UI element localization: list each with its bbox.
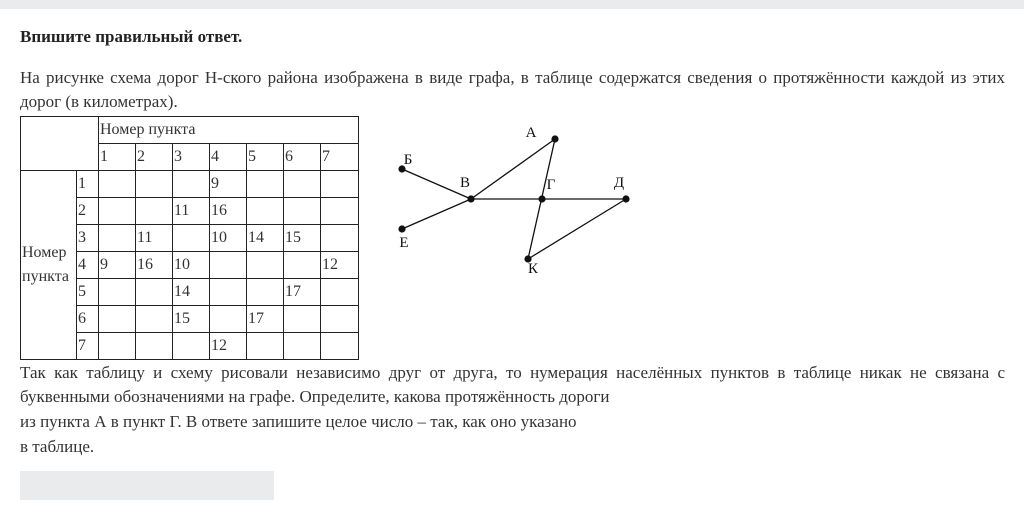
distance-cell: 9 [210, 171, 247, 198]
graph-vertex [622, 195, 629, 202]
graph-edge-e-v [402, 199, 471, 229]
distance-cell [284, 171, 321, 198]
distance-cell [99, 225, 136, 252]
distance-cell: 16 [210, 198, 247, 225]
graph-vertex-label: В [459, 175, 471, 191]
distance-cell [284, 198, 321, 225]
row-number-cell: 2 [77, 198, 99, 225]
distance-cell: 15 [173, 306, 210, 333]
row-header-line1: Номер [22, 244, 67, 261]
distance-cell [321, 225, 359, 252]
column-number-cell: 1 [99, 144, 136, 171]
distance-cell: 9 [99, 252, 136, 279]
distance-cell: 11 [173, 198, 210, 225]
graph-edge-v-a [471, 139, 555, 199]
distance-cell: 17 [247, 306, 284, 333]
graph-vertex-label: Е [399, 235, 409, 251]
distance-cell: 15 [284, 225, 321, 252]
column-number-cell: 6 [284, 144, 321, 171]
distance-cell: 10 [173, 252, 210, 279]
answer-input[interactable] [20, 471, 274, 500]
row-number-cell: 3 [77, 225, 99, 252]
distance-cell [284, 252, 321, 279]
instruction-heading: Впишите правильный ответ. [20, 27, 243, 46]
row-number-cell: 1 [77, 171, 99, 198]
graph-vertex-label: Д [613, 175, 625, 191]
row-number-cell: 7 [77, 333, 99, 360]
graph-vertex [398, 225, 405, 232]
distance-cell [136, 198, 173, 225]
row-number-cell: 5 [77, 279, 99, 306]
distance-cell: 16 [136, 252, 173, 279]
distance-cell [210, 306, 247, 333]
column-number-cell: 5 [247, 144, 284, 171]
problem-question-text: из пункта А в пункт Г. В ответе запишите целое число – так, как оно указано [20, 412, 577, 431]
distance-cell [99, 333, 136, 360]
distance-cell [99, 171, 136, 198]
table-row [21, 171, 359, 198]
table-corner-cell [21, 117, 99, 171]
distance-cell [173, 171, 210, 198]
distance-cell [173, 225, 210, 252]
distance-cell [247, 198, 284, 225]
column-number-cell: 2 [136, 144, 173, 171]
distance-cell [173, 333, 210, 360]
distance-cell [321, 306, 359, 333]
distance-cell [247, 171, 284, 198]
distance-cell [247, 279, 284, 306]
graph-vertex [538, 195, 545, 202]
graph-vertex-label: А [525, 125, 537, 141]
distance-cell [136, 306, 173, 333]
column-number-cell: 7 [321, 144, 359, 171]
distance-cell [284, 306, 321, 333]
distance-cell [321, 198, 359, 225]
column-header: Номер пункта [99, 117, 359, 144]
distance-cell [99, 306, 136, 333]
distance-table [20, 116, 359, 360]
problem-intro-text: На рисунке схема дорог Н-ского района изображена в виде графа, в таблице содержатся сведения о протяжённости каждой из этих дорог (в километрах). [20, 68, 1005, 111]
distance-cell [136, 333, 173, 360]
row-header-line2: пункта [22, 268, 69, 285]
distance-cell [247, 252, 284, 279]
graph-vertex [551, 135, 558, 142]
distance-cell: 14 [173, 279, 210, 306]
top-bar [0, 0, 1024, 9]
distance-cell [136, 279, 173, 306]
distance-cell [99, 198, 136, 225]
problem-explanation-text: Так как таблицу и схему рисовали независимо друг от друга, то нумерация населённых пунктов в таблице никак не связана с буквенными обозначениями на графе. Определите, какова протяжённость дороги [20, 363, 1005, 406]
distance-cell: 11 [136, 225, 173, 252]
graph-vertex-label: Б [403, 152, 413, 168]
distance-cell [284, 333, 321, 360]
distance-cell [210, 279, 247, 306]
distance-cell [321, 279, 359, 306]
column-number-cell: 3 [173, 144, 210, 171]
distance-cell [247, 333, 284, 360]
distance-cell: 10 [210, 225, 247, 252]
distance-cell [321, 333, 359, 360]
row-header [21, 171, 77, 360]
column-number-cell: 4 [210, 144, 247, 171]
distance-cell [321, 171, 359, 198]
graph-vertex-label: К [527, 261, 539, 277]
distance-cell: 17 [284, 279, 321, 306]
distance-cell: 14 [247, 225, 284, 252]
distance-cell [99, 279, 136, 306]
graph-edge-k-d [528, 199, 626, 259]
graph-vertex [467, 195, 474, 202]
distance-cell [210, 252, 247, 279]
distance-cell: 12 [210, 333, 247, 360]
distance-cell: 12 [321, 252, 359, 279]
problem-question-ending: в таблице. [20, 437, 95, 456]
row-number-cell: 6 [77, 306, 99, 333]
road-graph [390, 118, 650, 283]
row-number-cell: 4 [77, 252, 99, 279]
distance-cell [136, 171, 173, 198]
graph-vertex-label: Г [546, 177, 556, 193]
